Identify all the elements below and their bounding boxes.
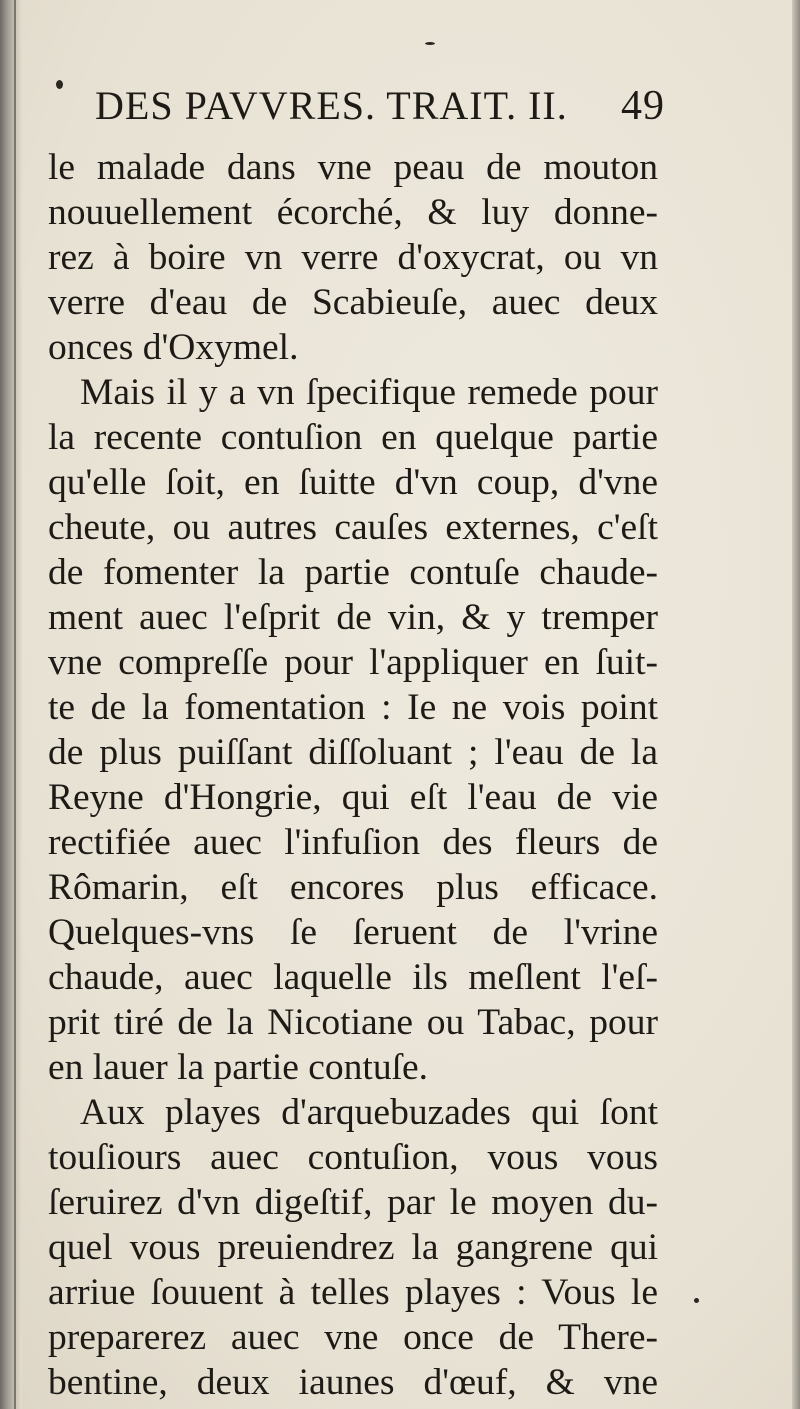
- text-line: te de la fomentation : Ie ne vois point: [48, 687, 658, 728]
- text-line: rectifiée auec l'infuſion des fleurs de: [48, 822, 658, 863]
- text-line: preparerez auec vne once de There-: [48, 1317, 658, 1358]
- text-line: verre d'eau de Scabieuſe, auec deux: [48, 282, 658, 323]
- text-line: le malade dans vne peau de mouton: [48, 147, 658, 188]
- text-line: onces d'Oxymel.: [48, 327, 299, 368]
- text-line: chaude, auec laquelle ils meſlent l'eſ-: [48, 957, 658, 998]
- text-line: vne compreſſe pour l'appliquer en ſuit-: [48, 642, 658, 683]
- text-line: de plus puiſſant diſſoluant ; l'eau de la: [48, 732, 658, 773]
- text-line: bentine, deux iaunes d'œuf, & vne: [48, 1362, 658, 1403]
- text-line: cheute, ou autres cauſes externes, c'eſt: [48, 507, 658, 548]
- text-line: en lauer la partie contuſe.: [48, 1047, 429, 1088]
- text-line: arriue ſouuent à telles playes : Vous le: [48, 1272, 658, 1313]
- page-number: 49: [621, 83, 665, 129]
- text-line: rez à boire vn verre d'oxycrat, ou vn: [48, 237, 658, 278]
- text-line: Reyne d'Hongrie, qui eſt l'eau de vie: [48, 777, 658, 818]
- text-line: ſeruirez d'vn digeſtif, par le moyen du-: [48, 1182, 658, 1223]
- running-head-title: DES PAVVRES. TRAIT. II.: [95, 83, 568, 128]
- text-line: ment auec l'eſprit de vin, & y tremper: [48, 597, 658, 638]
- ink-speck: [694, 1298, 699, 1303]
- ink-speck: [425, 42, 435, 45]
- text-line: prit tiré de la Nicotiane ou Tabac, pour: [48, 1002, 658, 1043]
- text-line: qu'elle ſoit, en ſuitte d'vn coup, d'vne: [48, 462, 658, 503]
- ink-speck: [56, 80, 63, 89]
- text-line: la recente contuſion en quelque partie: [48, 417, 658, 458]
- running-head: [95, 82, 665, 134]
- text-line: Mais il y a vn ſpecifique remede pour: [80, 372, 658, 413]
- text-line: Rômarin, eſt encores plus efficace.: [48, 867, 658, 908]
- text-line: touſiours auec contuſion, vous vous: [48, 1137, 658, 1178]
- binding-gutter: [0, 0, 22, 1409]
- gutter-shadow-line: [14, 0, 16, 1409]
- text-line: nouuellement écorché, & luy donne-: [48, 192, 658, 233]
- page-edge-shadow: [792, 0, 800, 1409]
- text-line: quel vous preuiendrez la gangrene qui: [48, 1227, 658, 1268]
- text-line: Quelques-vns ſe ſeruent de l'vrine: [48, 912, 658, 953]
- text-line: de fomenter la partie contuſe chaude-: [48, 552, 658, 593]
- text-line: Aux playes d'arquebuzades qui ſont: [80, 1092, 658, 1133]
